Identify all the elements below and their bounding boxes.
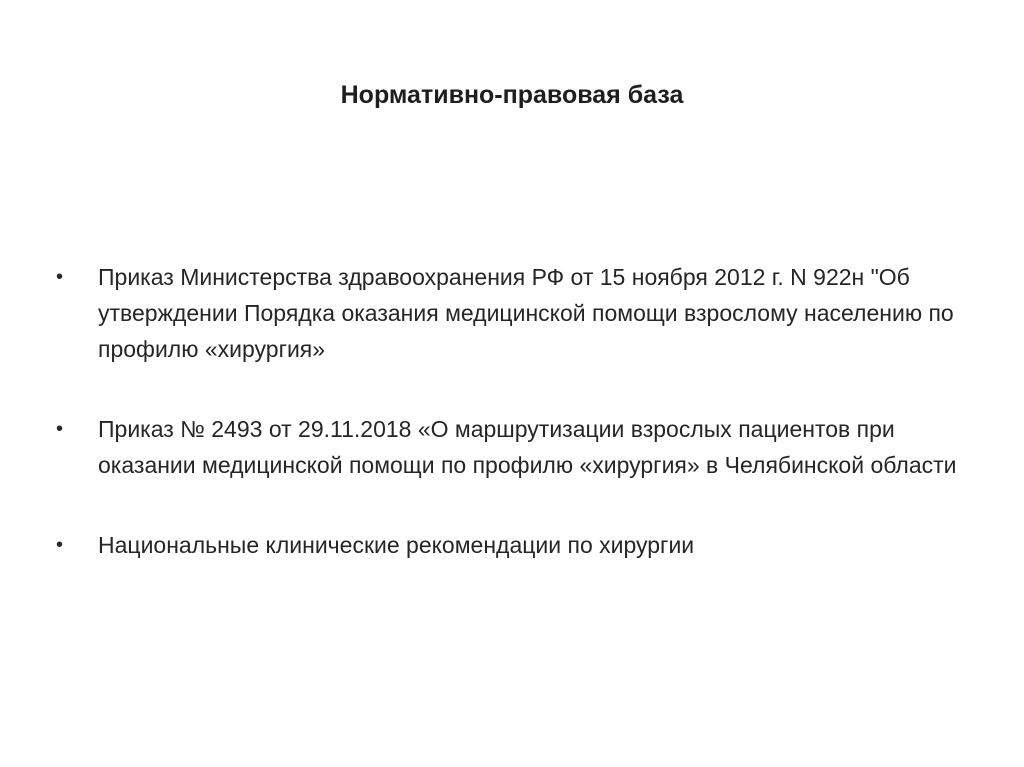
bullet-text: Приказ № 2493 от 29.11.2018 «О маршрутизации взрослых пациентов при оказании медицинской помощи по профилю «хирургия» в Челябинской области [98, 416, 957, 478]
slide-title: Нормативно-правовая база [340, 81, 684, 109]
bullet-icon: • [56, 418, 64, 440]
bullet-icon: • [56, 534, 64, 556]
bullet-item-clinical-guidelines [56, 527, 966, 563]
bullet-icon: • [56, 266, 64, 288]
bullet-list [56, 259, 966, 563]
bullet-text: Национальные клинические рекомендации по хирургии [98, 532, 695, 558]
bullet-item-order-922n [56, 259, 966, 367]
bullet-text: Приказ Министерства здравоохранения РФ от 15 ноября 2012 г. N 922н "Об утверждении Порядка оказания медицинской помощи взрослому населению по профилю «хирургия» [98, 264, 954, 362]
bullet-item-order-2493 [56, 411, 966, 483]
